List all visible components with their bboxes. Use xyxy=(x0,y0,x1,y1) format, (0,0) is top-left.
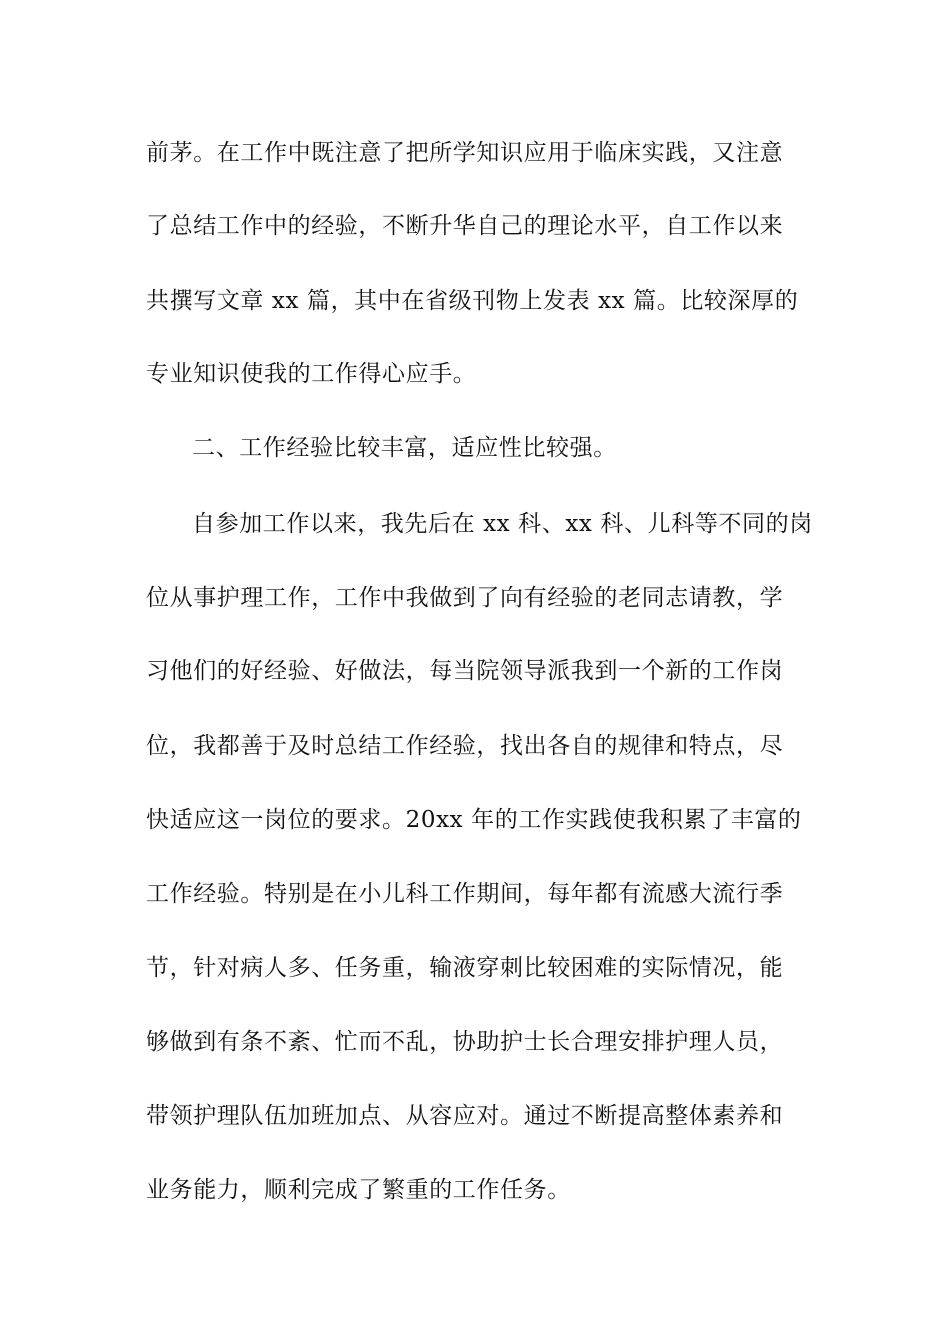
paragraph-line: 了总结工作中的经验，不断升华自己的理论水平，自工作以来 xyxy=(146,213,784,239)
paragraph-line: 前茅。在工作中既注意了把所学知识应用于临床实践，又注意 xyxy=(146,140,784,166)
paragraph-line: 带领护理队伍加班加点、从容应对。通过不断提高整体素养和 xyxy=(146,1103,784,1129)
paragraph-line: 专业知识使我的工作得心应手。 xyxy=(146,361,477,387)
paragraph-line: 快适应这一岗位的要求。20xx 年的工作实践使我积累了丰富的 xyxy=(146,807,802,833)
paragraph-line: 够做到有条不紊、忙而不乱，协助护士长合理安排护理人员， xyxy=(146,1029,784,1055)
paragraph-line: 工作经验。特别是在小儿科工作期间，每年都有流感大流行季 xyxy=(146,881,784,907)
paragraph-line: 节，针对病人多、任务重，输液穿刺比较困难的实际情况，能 xyxy=(146,955,784,981)
paragraph-line: 位，我都善于及时总结工作经验，找出各自的规律和特点，尽 xyxy=(146,733,784,759)
paragraph-line: 习他们的好经验、好做法，每当院领导派我到一个新的工作岗 xyxy=(146,658,784,684)
paragraph-line: 业务能力，顺利完成了繁重的工作任务。 xyxy=(146,1177,571,1203)
paragraph-line: 自参加工作以来，我先后在 xx 科、xx 科、儿科等不同的岗 xyxy=(192,511,813,537)
paragraph-line: 共撰写文章 xx 篇，其中在省级刊物上发表 xx 篇。比较深厚的 xyxy=(146,288,799,314)
section-heading: 二、工作经验比较丰富，适应性比较强。 xyxy=(192,435,617,461)
paragraph-line: 位从事护理工作，工作中我做到了向有经验的老同志请教，学 xyxy=(146,585,784,611)
